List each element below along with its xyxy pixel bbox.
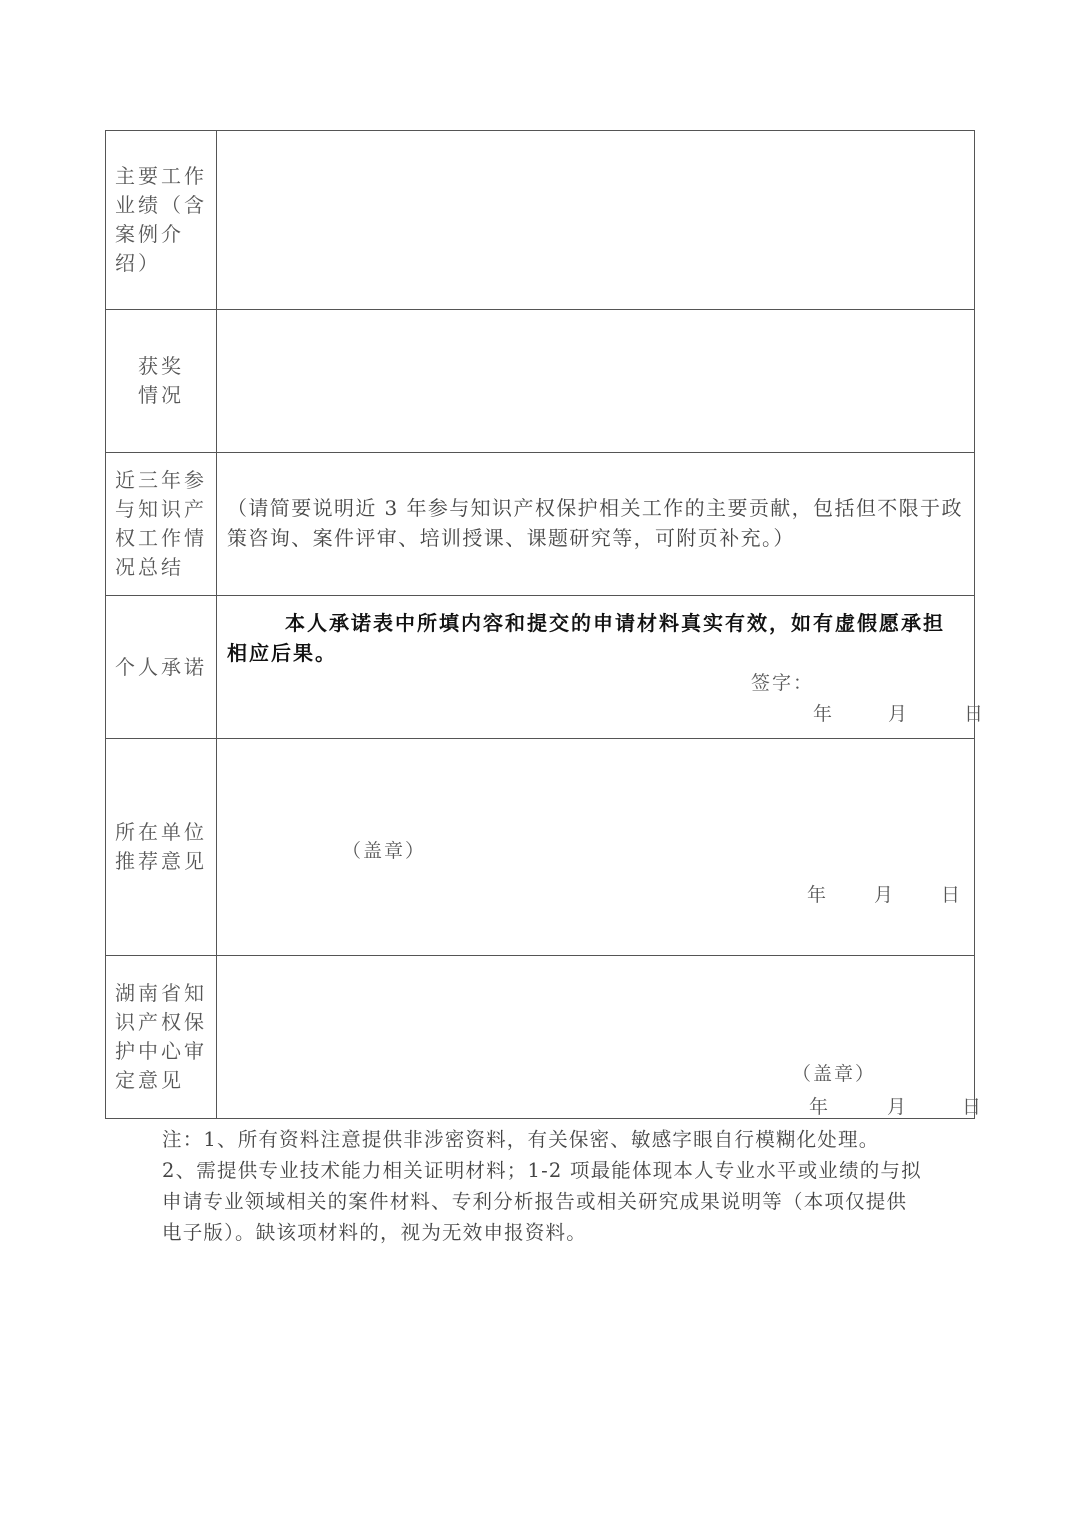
footnotes [162, 1124, 922, 1248]
label-work-achievements: 主要工作业绩（含案例介绍） [115, 164, 207, 275]
field-center-approval[interactable] [217, 956, 982, 1119]
unit-date-month: 月 [874, 884, 894, 906]
field-personal-promise [217, 596, 984, 739]
label-cell-work [106, 131, 217, 310]
row-awards [106, 310, 975, 453]
row-personal-promise [106, 596, 975, 739]
center-date-year: 年 [809, 1096, 829, 1118]
summary-instruction-note: （请简要说明近 3 年参与知识产权保护相关工作的主要贡献，包括但不限于政策咨询、案件评审、培训授课、课题研究等，可附页补充。） [227, 496, 963, 550]
label-center-approval: 湖南省知识产权保护中心审定意见 [115, 981, 207, 1092]
label-cell-promise [106, 596, 217, 739]
promise-date-day: 日 [964, 703, 984, 725]
promise-date-month: 月 [888, 703, 908, 725]
field-work-achievements[interactable] [217, 131, 975, 310]
signature-label: 签字： [751, 672, 815, 694]
row-work-summary [106, 453, 975, 596]
label-unit-recommendation: 所在单位推荐意见 [115, 820, 207, 873]
label-cell-awards [106, 310, 217, 453]
center-seal-label: （盖章） [792, 1063, 877, 1085]
field-unit-recommendation[interactable] [217, 739, 975, 956]
label-cell-center [106, 956, 217, 1119]
center-date-month: 月 [887, 1096, 907, 1118]
row-center-approval [106, 956, 975, 1119]
label-awards: 获奖情况 [138, 354, 184, 407]
label-work-summary: 近三年参与知识产权工作情况总结 [115, 468, 207, 579]
unit-seal-label: （盖章） [342, 840, 427, 862]
field-work-summary[interactable] [217, 453, 975, 596]
promise-date-year: 年 [813, 703, 833, 725]
field-awards[interactable] [217, 310, 975, 453]
label-cell-summary [106, 453, 217, 596]
application-form-table [105, 130, 984, 1119]
unit-date-year: 年 [807, 884, 827, 906]
label-personal-promise: 个人承诺 [115, 654, 207, 679]
label-cell-unit [106, 739, 217, 956]
center-date-day: 日 [962, 1096, 982, 1118]
promise-statement: 本人承诺表中所填内容和提交的申请材料真实有效，如有虚假愿承担相应后果。 [227, 611, 945, 665]
row-work-achievements [106, 131, 975, 310]
footnote-1: 注：1、所有资料注意提供非涉密资料，有关保密、敏感字眼自行模糊化处理。 [162, 1128, 880, 1151]
unit-date-day: 日 [941, 884, 961, 906]
row-unit-recommendation [106, 739, 975, 956]
footnote-2: 2、需提供专业技术能力相关证明材料；1-2 项最能体现本人专业水平或业绩的与拟申请专业领域相关的案件材料、专利分析报告或相关研究成果说明等（本项仅提供电子版）。缺该项材料的，视为无效申报资料。 [162, 1159, 922, 1244]
